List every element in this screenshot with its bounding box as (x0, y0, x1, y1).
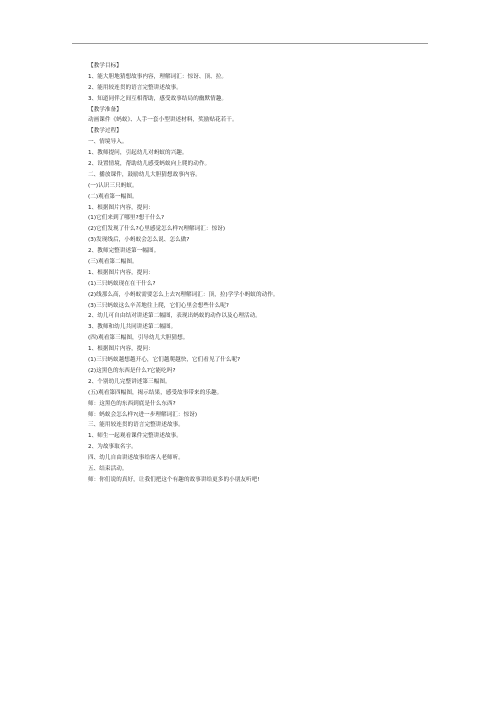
text-line: 1、能大胆地猜想故事内容，理解词汇：惊讶、顶、拉。 (88, 73, 228, 80)
text-line: (3)三只蚂蚁这么辛苦地往上爬，它们心里会想些什么呢? (88, 302, 229, 309)
section-heading-preparation: 【教学准备】 (88, 106, 122, 113)
section-heading-process: 【教学过程】 (88, 128, 122, 135)
text-line: 2、设置情境，帮助幼儿感受蚂蚁向上爬的动作。 (88, 161, 211, 168)
text-line: 师：蚂蚁会怎么样?(进一步理解词汇：惊讶) (88, 411, 198, 418)
text-line: 2、能用较连贯的语言完整讲述故事。 (88, 84, 182, 91)
text-line: (一)认识三只蚂蚁。 (88, 182, 138, 189)
text-line: 师：你们说的真好，让我们把这个有趣的故事讲给更多的小朋友听吧! (88, 476, 260, 483)
text-line: 2、个别幼儿完整讲述第三幅图。 (88, 378, 171, 385)
text-line: 1、教师提问，引起幼儿对蚂蚁的兴趣。 (88, 150, 188, 157)
text-line: 3、知道同伴之间互相帮助，感受故事结局的幽默情趣。 (88, 95, 228, 102)
text-line: (四)观看第三幅图，引导幼儿大胆猜想。 (88, 335, 189, 342)
text-line: (二)观看第一幅图。 (88, 193, 138, 200)
text-line: 动画课件《蚂蚁》、人手一套小型讲述材料，奖励贴花若干。 (88, 117, 238, 124)
header-rule (72, 43, 428, 44)
text-line: 3、教师和幼儿共同讲述第二幅图。 (88, 324, 177, 331)
text-line: (2)这黑色的东西是什么?它能吃吗? (88, 367, 176, 374)
text-line: (2)线那么高，小蚂蚁需要怎么上去?(理解词汇：顶，拉)学学小蚂蚁的动作。 (88, 291, 279, 298)
text-line: (2)它们发现了什么?心里感觉怎么样?(理解词汇：惊讶) (88, 226, 226, 233)
lesson-plan-body (88, 61, 438, 486)
text-line: 1、根据图片内容，提问： (88, 269, 154, 276)
text-line: (1)三只蚂蚁现在在干什么? (88, 280, 156, 287)
text-line: (3)发现线后，小蚂蚁会怎么说、怎么做? (88, 237, 190, 244)
text-line: 四、幼儿自由讲述故事给客人老师听。 (88, 455, 184, 462)
section-heading-goals: 【教学目标】 (88, 63, 122, 69)
text-line: 1、根据图片内容，提问： (88, 346, 154, 353)
text-line: 2、为故事取名字。 (88, 444, 137, 451)
text-line: 五、结束活动。 (88, 465, 128, 472)
text-line: 2、教师完整讲述第一幅图。 (88, 248, 160, 255)
text-line: 师：这黑色的东西到底是什么东西? (88, 400, 176, 407)
text-line: (1)它们来到了哪里?想干什么? (88, 215, 165, 222)
text-line: 1、师生一起观看课件完整讲述故事。 (88, 433, 182, 440)
text-line: 1、根据图片内容，提问： (88, 204, 154, 211)
text-line: (三)观看第二幅图。 (88, 259, 138, 266)
text-line: (1)三只蚂蚁越想越开心，它们越爬越快，它们看见了什么呢? (88, 357, 241, 364)
text-line: (五)观看第四幅图，揭示结果，感受故事带来的乐趣。 (88, 389, 223, 396)
text-line: 三、能用较连贯的语言完整讲述故事。 (88, 422, 184, 429)
text-line: 二、播放课件，鼓励幼儿大胆猜想故事内容。 (88, 171, 201, 178)
text-line: 一、情境导入。 (88, 139, 128, 146)
text-line: 2、幼儿可自由结对讲述第二幅图，表现出蚂蚁的动作以及心理活动。 (88, 313, 261, 320)
